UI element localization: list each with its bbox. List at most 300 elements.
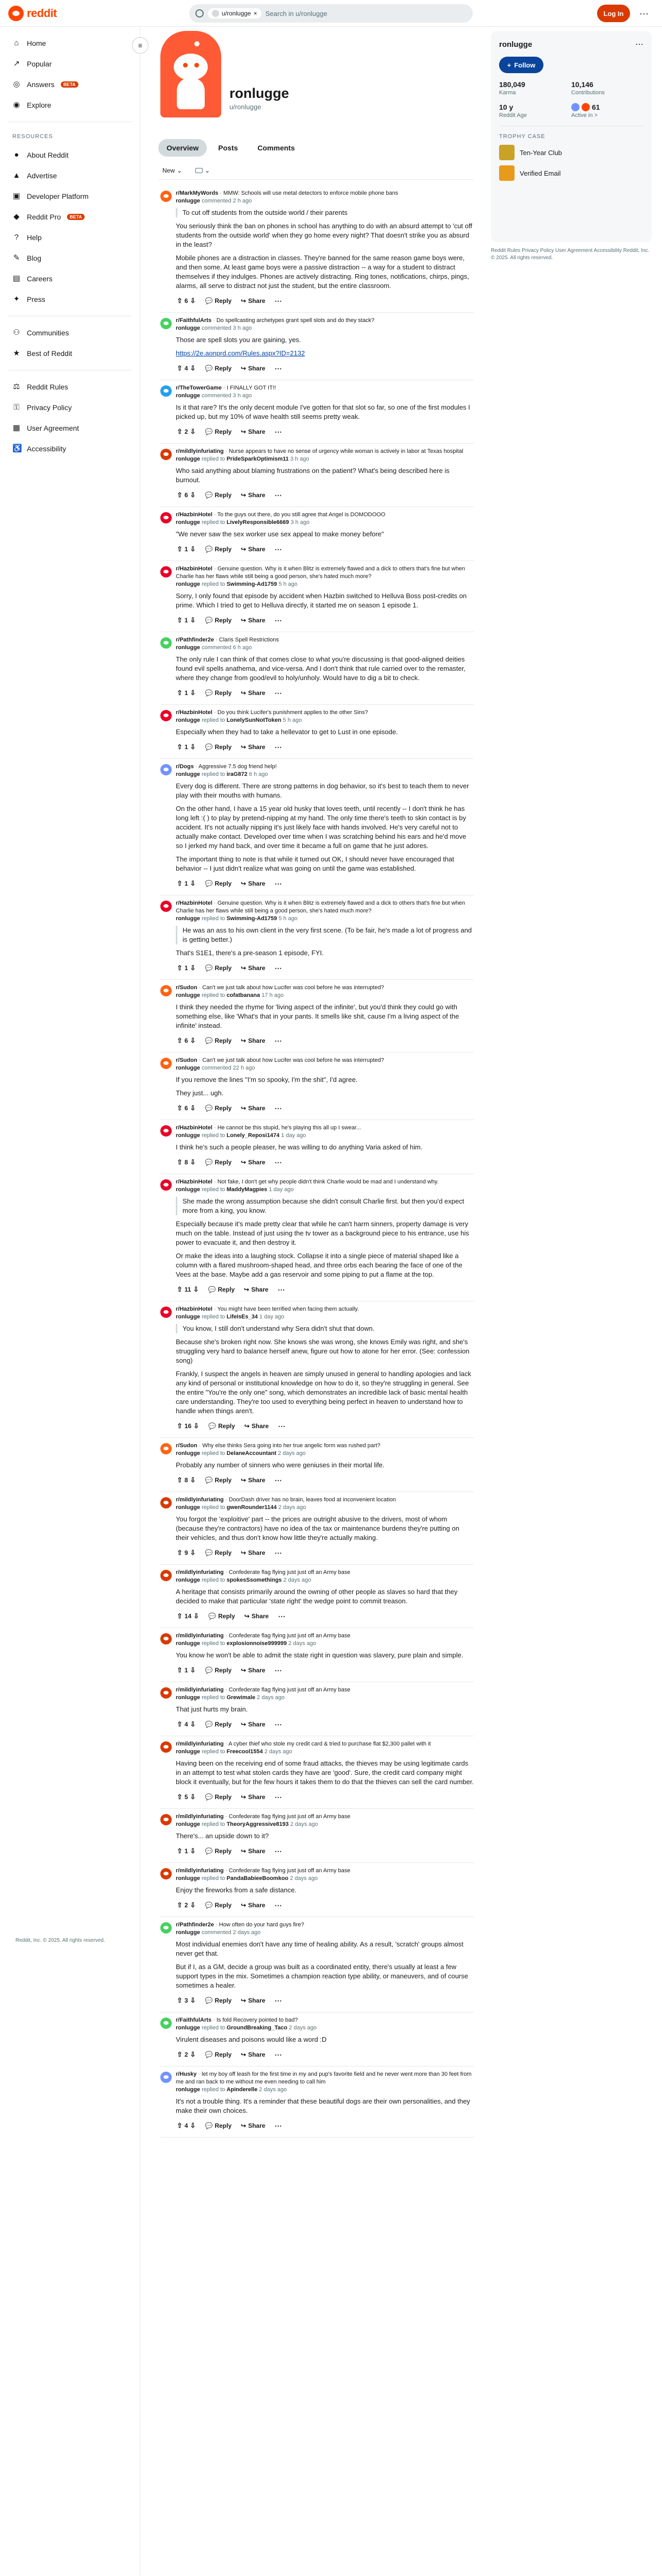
post-title[interactable]: Is fold Recovery pointed to bad? xyxy=(216,2017,298,2023)
subreddit-avatar-icon[interactable] xyxy=(160,1868,172,1879)
reply-target-user[interactable]: Grewimale xyxy=(226,1694,256,1701)
upvote-icon[interactable]: ⇧ xyxy=(177,1793,183,1801)
nav-help[interactable]: ? Help xyxy=(0,227,140,248)
comment-item[interactable] xyxy=(160,313,474,380)
reply-target-user[interactable]: MaddyMagpies xyxy=(226,1187,268,1193)
post-title[interactable]: To the guys out there, do you still agree that Angel is DOMODOOO xyxy=(217,512,386,518)
comment-author[interactable]: ronlugge xyxy=(176,2087,201,2093)
nav-explore[interactable]: ◉ Explore xyxy=(13,100,52,109)
nav-careers[interactable]: ▤ Careers xyxy=(12,274,53,283)
downvote-icon[interactable]: ⇩ xyxy=(193,1612,200,1620)
share-button[interactable]: ↪ Share xyxy=(241,428,266,435)
comment-item[interactable] xyxy=(160,2066,474,2138)
comment-item[interactable] xyxy=(160,1301,474,1438)
reply-target-user[interactable]: Lonely_Reposi1474 xyxy=(226,1132,280,1139)
subreddit-avatar-icon[interactable] xyxy=(160,2072,172,2083)
share-profile-icon[interactable]: ⋯ xyxy=(635,40,643,49)
subreddit-avatar-icon[interactable] xyxy=(160,1125,172,1137)
subreddit-avatar-icon[interactable] xyxy=(160,566,172,578)
share-button[interactable]: ↪ Share xyxy=(241,1721,266,1728)
subreddit-avatar-icon[interactable] xyxy=(160,1570,172,1581)
search-bar[interactable] xyxy=(189,4,473,23)
post-title[interactable]: Can't we just talk about how Lucifer was cool before he was interrupted? xyxy=(202,1057,384,1063)
more-actions-button[interactable]: ⋯ xyxy=(274,1104,282,1112)
tab-posts[interactable]: Posts xyxy=(218,144,238,152)
post-title[interactable]: Genuine question. Why is it when Blitz is extremely flawed and a dick to others that's fine but when Charlie has her flaws while still being a good person, she's hated much more? xyxy=(176,900,465,914)
resources-heading[interactable]: RESOURCES xyxy=(12,133,53,140)
upvote-icon[interactable]: ⇧ xyxy=(177,364,183,372)
subreddit-avatar-icon[interactable] xyxy=(160,512,172,523)
reply-target-user[interactable]: LonelySunNotToken xyxy=(226,717,282,723)
comment-author[interactable]: ronlugge xyxy=(176,2025,201,2031)
share-button[interactable]: ↪ Share xyxy=(244,1613,269,1620)
reply-button[interactable]: 💬 Reply xyxy=(208,1613,235,1620)
view-dropdown[interactable] xyxy=(191,165,214,176)
more-actions-button[interactable]: ⋯ xyxy=(274,364,282,372)
subreddit-link[interactable]: r/mildlyinfuriating xyxy=(176,1633,224,1639)
subreddit-avatar-icon[interactable] xyxy=(160,710,172,721)
stat-active-in[interactable]: 61 Active in > xyxy=(571,103,600,118)
post-title[interactable]: let my boy off leash for the first time in my and pup's favorite field and he never went more than 30 feet from me and ran back to me without me even needing to call him xyxy=(176,2071,472,2085)
subreddit-link[interactable]: r/Husky xyxy=(176,2071,197,2077)
more-actions-button[interactable]: ⋯ xyxy=(278,1612,286,1620)
reply-target-user[interactable]: iraG872 xyxy=(226,771,247,777)
more-actions-button[interactable]: ⋯ xyxy=(277,1285,285,1294)
subreddit-link[interactable]: r/Sudon xyxy=(176,1057,197,1063)
post-title[interactable]: Confederate flag flying just just off an Army base xyxy=(228,1633,351,1639)
trophy-verified-email[interactable]: Verified Email xyxy=(499,165,643,181)
reply-button[interactable]: 💬 Reply xyxy=(208,1286,235,1293)
subreddit-avatar-icon[interactable] xyxy=(160,1741,172,1753)
more-actions-button[interactable]: ⋯ xyxy=(274,616,282,624)
reply-button[interactable]: 💬 Reply xyxy=(205,1848,232,1855)
subreddit-avatar-icon[interactable] xyxy=(160,764,172,775)
post-title[interactable]: A cyber thief who stole my credit card & tried to purchase flat $2,300 pallet with it xyxy=(228,1741,431,1747)
subreddit-link[interactable]: r/HazbinHotel xyxy=(176,900,212,906)
comment-author[interactable]: ronlugge xyxy=(176,1749,201,1755)
more-actions-button[interactable]: ⋯ xyxy=(274,742,282,751)
subreddit-avatar-icon[interactable] xyxy=(160,637,172,649)
downvote-icon[interactable]: ⇩ xyxy=(190,428,196,435)
comment-author[interactable]: ronlugge xyxy=(176,992,201,998)
reddit-logo[interactable] xyxy=(8,6,57,21)
subreddit-avatar-icon[interactable] xyxy=(160,1443,172,1454)
more-actions-button[interactable]: ⋯ xyxy=(274,1996,282,2005)
comment-author[interactable]: ronlugge xyxy=(176,456,201,462)
comment-item[interactable] xyxy=(160,1863,474,1917)
more-actions-button[interactable]: ⋯ xyxy=(278,1421,286,1430)
upvote-icon[interactable]: ⇧ xyxy=(177,1422,183,1430)
downvote-icon[interactable]: ⇩ xyxy=(190,1666,196,1674)
downvote-icon[interactable]: ⇩ xyxy=(193,1422,200,1430)
nav-privacy-policy[interactable]: ⚿ Privacy Policy xyxy=(0,397,140,418)
upvote-icon[interactable]: ⇧ xyxy=(177,879,183,887)
reply-button[interactable]: 💬 Reply xyxy=(205,1721,232,1728)
comment-author[interactable]: ronlugge xyxy=(176,1132,201,1139)
downvote-icon[interactable]: ⇩ xyxy=(190,1996,196,2004)
subreddit-link[interactable]: r/TheTowerGame xyxy=(176,385,222,391)
subreddit-avatar-icon[interactable] xyxy=(160,191,172,202)
reply-target-user[interactable]: PandaBabieeBoomkoo xyxy=(226,1875,289,1882)
nav-reddit-pro[interactable]: ◆ Reddit Pro BETA xyxy=(0,207,140,227)
reply-target-user[interactable]: cofatbanana xyxy=(226,992,260,998)
reply-target-user[interactable]: gwenRounder1144 xyxy=(226,1504,277,1511)
comment-item[interactable] xyxy=(160,895,474,980)
subreddit-link[interactable]: r/Pathfinder2e xyxy=(176,1922,214,1928)
upvote-icon[interactable]: ⇧ xyxy=(177,1666,183,1674)
nav-reddit-rules[interactable]: ⚖ Reddit Rules xyxy=(13,382,69,391)
comment-author[interactable]: ronlugge xyxy=(176,393,201,399)
post-title[interactable]: I FINALLY GOT IT!! xyxy=(226,385,276,391)
subreddit-avatar-icon[interactable] xyxy=(160,1058,172,1069)
nav-answers[interactable]: ◎ Answers BETA xyxy=(0,74,140,95)
search-placeholder[interactable]: Search in u/ronlugge xyxy=(265,9,327,18)
share-button[interactable]: ↪ Share xyxy=(241,1037,266,1044)
reply-button[interactable]: 💬 Reply xyxy=(205,546,232,553)
downvote-icon[interactable]: ⇩ xyxy=(190,1720,196,1728)
downvote-icon[interactable]: ⇩ xyxy=(190,1158,196,1166)
share-button[interactable]: ↪ Share xyxy=(241,1667,266,1674)
share-button[interactable]: ↪ Share xyxy=(241,365,266,372)
tab-comments[interactable]: Comments xyxy=(257,144,295,152)
share-button[interactable]: ↪ Share xyxy=(241,492,266,499)
upvote-icon[interactable]: ⇧ xyxy=(177,616,183,624)
comment-item[interactable] xyxy=(160,380,474,444)
comment-item[interactable] xyxy=(160,561,474,632)
follow-button[interactable]: + Follow xyxy=(499,57,543,73)
upvote-icon[interactable]: ⇧ xyxy=(177,1104,183,1112)
subreddit-link[interactable]: r/mildlyinfuriating xyxy=(176,1814,224,1820)
comment-author[interactable]: ronlugge xyxy=(176,1694,201,1701)
subreddit-link[interactable]: r/mildlyinfuriating xyxy=(176,1741,224,1747)
reply-button[interactable]: 💬 Reply xyxy=(205,1549,232,1556)
downvote-icon[interactable]: ⇩ xyxy=(190,491,196,499)
comment-author[interactable]: ronlugge xyxy=(176,1450,201,1456)
upvote-icon[interactable]: ⇧ xyxy=(177,1476,183,1484)
share-button[interactable]: ↪ Share xyxy=(241,743,266,751)
reply-button[interactable]: 💬 Reply xyxy=(205,428,232,435)
comment-item[interactable] xyxy=(160,1174,474,1301)
reply-button[interactable]: 💬 Reply xyxy=(205,1667,232,1674)
more-actions-button[interactable]: ⋯ xyxy=(274,1548,282,1557)
reply-button[interactable]: 💬 Reply xyxy=(205,743,232,751)
more-actions-button[interactable]: ⋯ xyxy=(274,296,282,305)
post-title[interactable]: How often do your hard guys fire? xyxy=(219,1922,304,1928)
sort-dropdown[interactable] xyxy=(158,165,186,176)
comment-item[interactable] xyxy=(160,1053,474,1120)
downvote-icon[interactable]: ⇩ xyxy=(190,1037,196,1044)
upvote-icon[interactable]: ⇧ xyxy=(177,2050,183,2058)
more-actions-button[interactable]: ⋯ xyxy=(274,963,282,972)
downvote-icon[interactable]: ⇩ xyxy=(190,2050,196,2058)
nav-about-reddit[interactable]: ● About Reddit xyxy=(0,145,140,165)
comment-author[interactable]: ronlugge xyxy=(176,771,201,777)
comment-author[interactable]: ronlugge xyxy=(176,198,201,204)
comment-author[interactable]: ronlugge xyxy=(176,645,201,651)
post-title[interactable]: DoorDash driver has no brain, leaves food at inconvenient location xyxy=(228,1497,396,1503)
share-button[interactable]: ↪ Share xyxy=(241,1793,266,1801)
subreddit-avatar-icon[interactable] xyxy=(160,1307,172,1318)
more-actions-button[interactable]: ⋯ xyxy=(274,1476,282,1484)
comment-item[interactable] xyxy=(160,1682,474,1736)
upvote-icon[interactable]: ⇧ xyxy=(177,1549,183,1556)
subreddit-avatar-icon[interactable] xyxy=(160,449,172,460)
comment-item[interactable] xyxy=(160,1917,474,2012)
comment-author[interactable]: ronlugge xyxy=(176,1577,201,1583)
downvote-icon[interactable]: ⇩ xyxy=(190,1793,196,1801)
more-actions-button[interactable]: ⋯ xyxy=(274,490,282,499)
sidebar-footer-links[interactable]: Reddit Rules Privacy Policy User Agreement Accessibility Reddit, Inc. © 2025. All rights reserved. xyxy=(491,248,650,261)
subreddit-link[interactable]: r/HazbinHotel xyxy=(176,512,212,518)
post-title[interactable]: Nurse appears to have no sense of urgency while woman is actively in labor at Texas hospital xyxy=(228,448,464,454)
upvote-icon[interactable]: ⇧ xyxy=(177,964,183,972)
comment-link[interactable]: https://2e.aonprd.com/Rules.aspx?ID=2132 xyxy=(176,349,305,357)
subreddit-link[interactable]: r/HazbinHotel xyxy=(176,1179,212,1185)
subreddit-link[interactable]: r/mildlyinfuriating xyxy=(176,1868,224,1874)
reply-button[interactable]: 💬 Reply xyxy=(205,617,232,624)
subreddit-link[interactable]: r/HazbinHotel xyxy=(176,566,212,572)
nav-accessibility[interactable]: ♿ Accessibility xyxy=(12,444,67,453)
post-title[interactable]: Confederate flag flying just just off an Army base xyxy=(228,1868,351,1874)
more-options-button[interactable]: ⋯ xyxy=(639,8,649,19)
subreddit-link[interactable]: r/Sudon xyxy=(176,1443,197,1449)
subreddit-avatar-icon[interactable] xyxy=(160,1497,172,1509)
share-button[interactable]: ↪ Share xyxy=(241,2051,266,2058)
more-actions-button[interactable]: ⋯ xyxy=(274,1720,282,1728)
reply-button[interactable]: 💬 Reply xyxy=(205,1477,232,1484)
comment-author[interactable]: ronlugge xyxy=(176,1187,201,1193)
reply-target-user[interactable]: spokesSsomethings xyxy=(226,1577,282,1583)
downvote-icon[interactable]: ⇩ xyxy=(190,964,196,972)
comment-item[interactable] xyxy=(160,705,474,759)
reply-button[interactable]: 💬 Reply xyxy=(205,1105,232,1112)
reply-button[interactable]: 💬 Reply xyxy=(205,297,232,304)
upvote-icon[interactable]: ⇧ xyxy=(177,1285,183,1293)
post-title[interactable]: Claris Spell Restrictions xyxy=(219,637,279,643)
subreddit-link[interactable]: r/FaithfulArts xyxy=(176,317,212,324)
comment-author[interactable]: ronlugge xyxy=(176,1821,201,1827)
comment-author[interactable]: ronlugge xyxy=(176,1875,201,1882)
more-actions-button[interactable]: ⋯ xyxy=(274,427,282,436)
downvote-icon[interactable]: ⇩ xyxy=(190,297,196,304)
downvote-icon[interactable]: ⇩ xyxy=(190,2122,196,2129)
subreddit-avatar-icon[interactable] xyxy=(160,985,172,996)
post-title[interactable]: Confederate flag flying just just off an Army base xyxy=(228,1569,351,1575)
upvote-icon[interactable]: ⇧ xyxy=(177,491,183,499)
subreddit-avatar-icon[interactable] xyxy=(160,1814,172,1825)
reply-target-user[interactable]: GroundBreaking_Taco xyxy=(226,2025,288,2031)
subreddit-avatar-icon[interactable] xyxy=(160,318,172,329)
upvote-icon[interactable]: ⇧ xyxy=(177,1158,183,1166)
subreddit-avatar-icon[interactable] xyxy=(160,385,172,397)
share-button[interactable]: ↪ Share xyxy=(241,1105,266,1112)
subreddit-link[interactable]: r/mildlyinfuriating xyxy=(176,1497,224,1503)
reply-button[interactable]: 💬 Reply xyxy=(205,2051,232,2058)
subreddit-link[interactable]: r/HazbinHotel xyxy=(176,709,212,716)
reply-target-user[interactable]: explosionnoise999999 xyxy=(226,1640,287,1647)
downvote-icon[interactable]: ⇩ xyxy=(190,743,196,751)
reply-button[interactable]: 💬 Reply xyxy=(205,964,232,972)
reply-target-user[interactable]: Apinderelle xyxy=(226,2087,258,2093)
upvote-icon[interactable]: ⇧ xyxy=(177,2122,183,2129)
upvote-icon[interactable]: ⇧ xyxy=(177,1996,183,2004)
reply-target-user[interactable]: Swimming-Ad1759 xyxy=(226,916,277,922)
reply-target-user[interactable]: TheoryAggressive8193 xyxy=(226,1821,289,1827)
comment-item[interactable] xyxy=(160,185,474,313)
nav-best-of-reddit[interactable]: ★ Best of Reddit xyxy=(13,349,72,358)
subreddit-avatar-icon[interactable] xyxy=(160,1633,172,1645)
more-actions-button[interactable]: ⋯ xyxy=(274,2121,282,2130)
comment-author[interactable]: ronlugge xyxy=(176,325,201,331)
subreddit-link[interactable]: r/Sudon xyxy=(176,985,197,991)
post-title[interactable]: He cannot be this stupid, he's playing this all up I swear... xyxy=(217,1125,361,1131)
post-title[interactable]: Do spellcasting archetypes grant spell slots and do they stack? xyxy=(216,317,375,324)
comment-item[interactable] xyxy=(160,1438,474,1492)
login-button[interactable]: Log In xyxy=(597,5,630,22)
share-button[interactable]: ↪ Share xyxy=(244,1286,269,1293)
reply-button[interactable]: 💬 Reply xyxy=(205,1793,232,1801)
collapse-sidebar-button[interactable] xyxy=(132,37,148,54)
search-scope-chip[interactable] xyxy=(208,8,261,19)
comment-author[interactable]: ronlugge xyxy=(176,1065,201,1071)
upvote-icon[interactable]: ⇧ xyxy=(177,743,183,751)
comment-author[interactable]: ronlugge xyxy=(176,1929,201,1936)
more-actions-button[interactable]: ⋯ xyxy=(274,1036,282,1045)
upvote-icon[interactable]: ⇧ xyxy=(177,297,183,304)
nav-blog[interactable]: ✎ Blog xyxy=(13,253,42,262)
reply-target-user[interactable]: Freecool1554 xyxy=(226,1749,263,1755)
share-button[interactable]: ↪ Share xyxy=(241,617,266,624)
subreddit-link[interactable]: r/Dogs xyxy=(176,764,194,770)
upvote-icon[interactable]: ⇧ xyxy=(177,1720,183,1728)
comment-author[interactable]: ronlugge xyxy=(176,1640,201,1647)
share-button[interactable]: ↪ Share xyxy=(241,1997,266,2004)
downvote-icon[interactable]: ⇩ xyxy=(190,1847,196,1855)
more-actions-button[interactable]: ⋯ xyxy=(274,1158,282,1166)
more-actions-button[interactable]: ⋯ xyxy=(274,1666,282,1674)
subreddit-link[interactable]: r/HazbinHotel xyxy=(176,1306,212,1312)
reply-button[interactable]: 💬 Reply xyxy=(205,492,232,499)
post-title[interactable]: Genuine question. Why is it when Blitz is extremely flawed and a dick to others that's fine but when Charlie has her flaws while still being a good person, she's hated much more? xyxy=(176,566,465,580)
post-title[interactable]: Can't we just talk about how Lucifer was cool before he was interrupted? xyxy=(202,985,384,991)
comment-author[interactable]: ronlugge xyxy=(176,916,201,922)
comment-item[interactable] xyxy=(160,507,474,561)
subreddit-link[interactable]: r/Pathfinder2e xyxy=(176,637,214,643)
reply-target-user[interactable]: Swimming-Ad1759 xyxy=(226,581,277,587)
post-title[interactable]: You might have been terrified when facing them actually. xyxy=(217,1306,359,1312)
downvote-icon[interactable]: ⇩ xyxy=(190,616,196,624)
more-actions-button[interactable]: ⋯ xyxy=(274,2050,282,2059)
more-actions-button[interactable]: ⋯ xyxy=(274,1792,282,1801)
subreddit-link[interactable]: r/FaithfulArts xyxy=(176,2017,212,2023)
share-button[interactable]: ↪ Share xyxy=(241,1477,266,1484)
nav-developer-platform[interactable]: ▣ Developer Platform xyxy=(12,192,89,200)
downvote-icon[interactable]: ⇩ xyxy=(193,1285,199,1293)
comment-item[interactable] xyxy=(160,1120,474,1174)
comment-item[interactable] xyxy=(160,1809,474,1863)
upvote-icon[interactable]: ⇧ xyxy=(177,1037,183,1044)
more-actions-button[interactable]: ⋯ xyxy=(274,688,282,697)
nav-home[interactable]: ⌂ Home xyxy=(0,33,140,54)
share-button[interactable]: ↪ Share xyxy=(241,1902,266,1909)
post-title[interactable]: MMW: Schools will use metal detectors to enforce mobile phone bans xyxy=(223,190,399,196)
subreddit-avatar-icon[interactable] xyxy=(160,1687,172,1699)
reply-button[interactable]: 💬 Reply xyxy=(205,1037,232,1044)
more-actions-button[interactable]: ⋯ xyxy=(274,1901,282,1909)
reply-button[interactable]: 💬 Reply xyxy=(205,1997,232,2004)
upvote-icon[interactable]: ⇧ xyxy=(177,689,183,697)
post-title[interactable]: Not fake, I don't get why people didn't think Charlie would be mad and I understand why. xyxy=(217,1179,439,1185)
upvote-icon[interactable]: ⇧ xyxy=(177,545,183,553)
share-button[interactable]: ↪ Share xyxy=(241,689,266,697)
comment-item[interactable] xyxy=(160,632,474,705)
subreddit-avatar-icon[interactable] xyxy=(160,2018,172,2029)
share-button[interactable]: ↪ Share xyxy=(241,964,266,972)
share-button[interactable]: ↪ Share xyxy=(241,2122,266,2129)
reply-button[interactable]: 💬 Reply xyxy=(208,1422,235,1430)
upvote-icon[interactable]: ⇧ xyxy=(177,1612,183,1620)
comment-item[interactable] xyxy=(160,1565,474,1628)
reply-target-user[interactable]: LivelyResponsible6669 xyxy=(226,519,289,526)
post-title[interactable]: Why else thinks Sera going into her true angelic form was rushed part? xyxy=(202,1443,380,1449)
downvote-icon[interactable]: ⇩ xyxy=(190,545,196,553)
post-title[interactable]: Confederate flag flying just just off an Army base xyxy=(228,1687,351,1693)
comment-author[interactable]: ronlugge xyxy=(176,1504,201,1511)
post-title[interactable]: Aggressive 7.5 dog friend help! xyxy=(198,764,277,770)
subreddit-link[interactable]: r/MarkMyWords xyxy=(176,190,219,196)
reply-target-user[interactable]: LifeIsEs_34 xyxy=(226,1314,258,1320)
reply-target-user[interactable]: DelaneAccountant xyxy=(226,1450,277,1456)
more-actions-button[interactable]: ⋯ xyxy=(274,1846,282,1855)
upvote-icon[interactable]: ⇧ xyxy=(177,428,183,435)
share-button[interactable]: ↪ Share xyxy=(241,1848,266,1855)
comment-item[interactable] xyxy=(160,759,474,895)
comment-item[interactable] xyxy=(160,444,474,507)
subreddit-avatar-icon[interactable] xyxy=(160,1922,172,1934)
nav-advertise[interactable]: ▲ Advertise xyxy=(12,171,57,180)
post-title[interactable]: Do you think Lucifer's punishment applies to the other Sins? xyxy=(217,709,368,716)
share-button[interactable]: ↪ Share xyxy=(241,1549,266,1556)
share-button[interactable]: ↪ Share xyxy=(241,880,266,887)
comment-item[interactable] xyxy=(160,1492,474,1565)
comment-author[interactable]: ronlugge xyxy=(176,717,201,723)
reply-button[interactable]: 💬 Reply xyxy=(205,1902,232,1909)
subreddit-link[interactable]: r/mildlyinfuriating xyxy=(176,1569,224,1575)
downvote-icon[interactable]: ⇩ xyxy=(190,364,196,372)
subreddit-link[interactable]: r/mildlyinfuriating xyxy=(176,448,224,454)
downvote-icon[interactable]: ⇩ xyxy=(190,1901,196,1909)
reply-button[interactable]: 💬 Reply xyxy=(205,2122,232,2129)
comment-item[interactable] xyxy=(160,2012,474,2066)
nav-user-agreement[interactable]: ▦ User Agreement xyxy=(12,423,79,432)
upvote-icon[interactable]: ⇧ xyxy=(177,1901,183,1909)
downvote-icon[interactable]: ⇩ xyxy=(190,689,196,697)
comment-author[interactable]: ronlugge xyxy=(176,1314,201,1320)
close-icon[interactable]: × xyxy=(253,10,257,17)
downvote-icon[interactable]: ⇩ xyxy=(190,1549,196,1556)
share-button[interactable]: ↪ Share xyxy=(241,546,266,553)
comment-item[interactable] xyxy=(160,980,474,1053)
nav-communities[interactable]: ⚇ Communities xyxy=(13,328,69,337)
downvote-icon[interactable]: ⇩ xyxy=(190,879,196,887)
downvote-icon[interactable]: ⇩ xyxy=(190,1104,196,1112)
comment-author[interactable]: ronlugge xyxy=(176,581,201,587)
nav-press[interactable]: ✦ Press xyxy=(13,295,45,303)
reply-button[interactable]: 💬 Reply xyxy=(205,1159,232,1166)
comment-item[interactable] xyxy=(160,1736,474,1809)
subreddit-avatar-icon[interactable] xyxy=(160,1179,172,1191)
share-button[interactable]: ↪ Share xyxy=(244,1422,269,1430)
